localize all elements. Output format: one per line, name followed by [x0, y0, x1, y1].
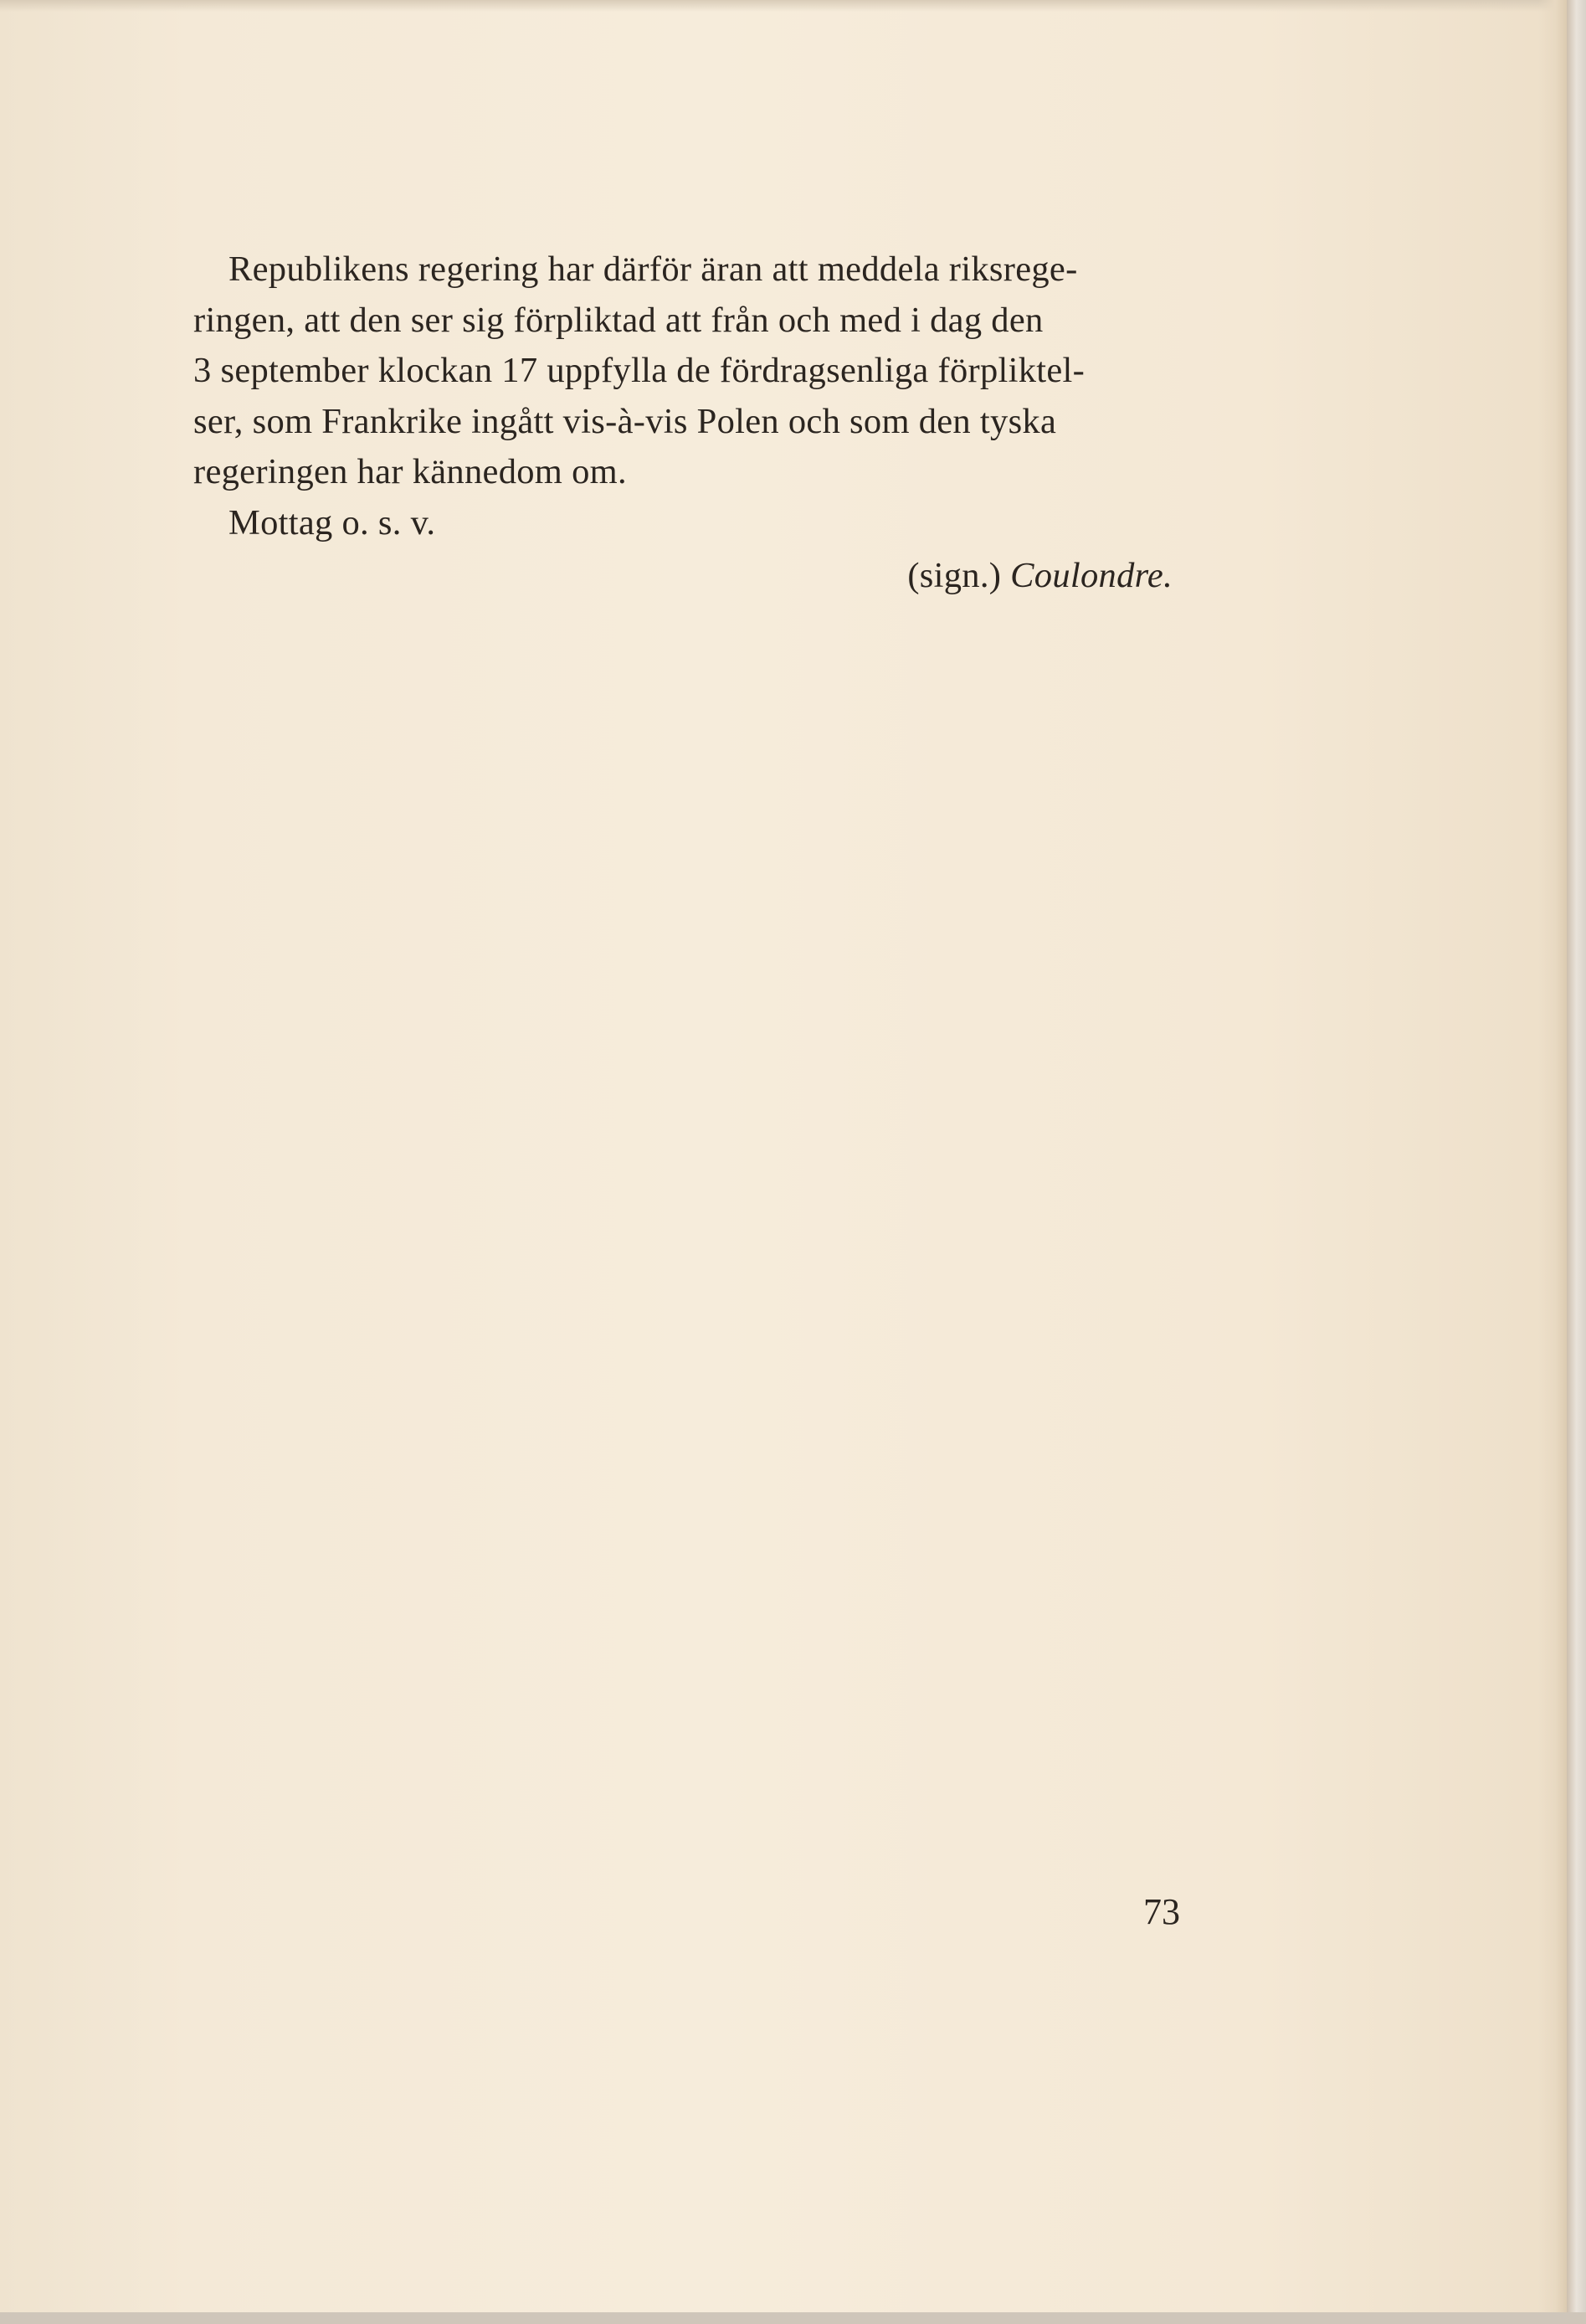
signature-prefix: (sign.): [907, 556, 1011, 595]
body-line-5: regeringen har kännedom om.: [193, 452, 627, 491]
page-number: 73: [1143, 1891, 1180, 1932]
body-line-2: ringen, att den ser sig förpliktad att från och med i dag den: [193, 300, 1044, 340]
body-line-4: ser, som Frankrike ingått vis-à-vis Polen och som den tyska: [193, 401, 1057, 441]
body-line-1: Republikens regering har därför äran att meddela riksrege-: [228, 249, 1078, 289]
binding-edge: [1567, 0, 1586, 2324]
bottom-edge: [0, 2312, 1586, 2324]
page-right-edge: [1538, 0, 1567, 2324]
body-paragraph: [193, 244, 1173, 498]
signature: [193, 551, 1173, 602]
signature-name: Coulondre.: [1010, 556, 1173, 595]
closing-line: Mottag o. s. v.: [228, 502, 436, 542]
letter-text: [193, 244, 1173, 602]
page-top-shadow: [0, 0, 1567, 12]
body-line-3: 3 september klockan 17 uppfylla de fördragsenliga förpliktel-: [193, 351, 1086, 390]
